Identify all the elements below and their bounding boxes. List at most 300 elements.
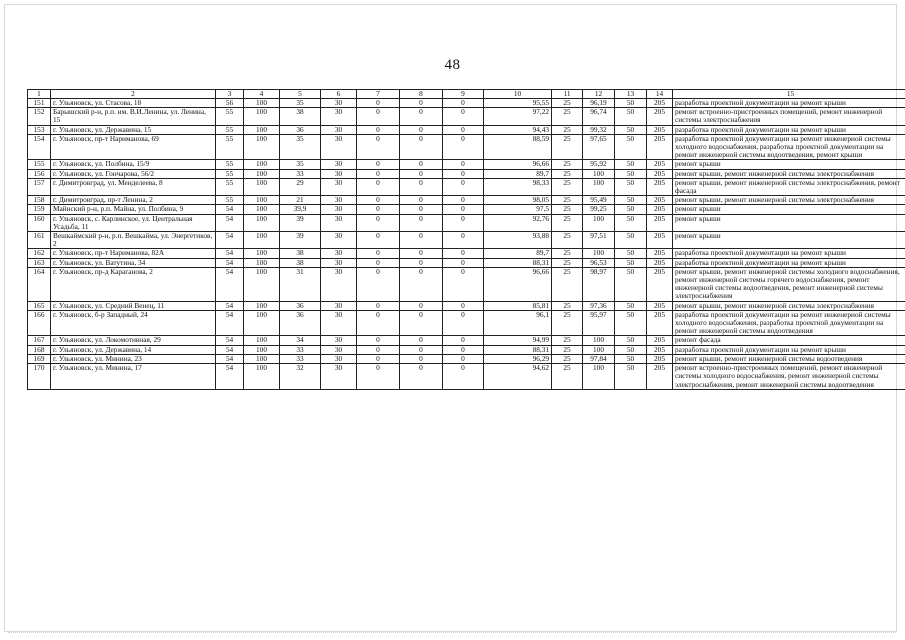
- value-cell: 54: [216, 232, 244, 249]
- value-cell: 0: [357, 354, 400, 363]
- value-cell: 98,97: [583, 267, 615, 301]
- address-cell: г. Ульяновск, ул. Державина, 15: [51, 125, 216, 134]
- table-row: [28, 178, 905, 195]
- value-cell: 97,22: [484, 108, 552, 125]
- column-header: 10: [484, 90, 552, 99]
- value-cell: 30: [321, 196, 357, 205]
- address-cell: г. Ульяновск, пр-д Караганова, 2: [51, 267, 216, 301]
- value-cell: 0: [443, 232, 484, 249]
- value-cell: 205: [647, 196, 673, 205]
- works-cell: ремонт крыши: [673, 214, 905, 231]
- value-cell: 0: [400, 169, 443, 178]
- value-cell: 50: [615, 99, 647, 108]
- value-cell: 88,31: [484, 258, 552, 267]
- works-cell: ремонт крыши, ремонт инженерной системы электроснабжения: [673, 196, 905, 205]
- value-cell: 30: [321, 364, 357, 390]
- value-cell: 0: [400, 205, 443, 214]
- value-cell: 100: [244, 336, 280, 345]
- value-cell: 205: [647, 169, 673, 178]
- column-header: 8: [400, 90, 443, 99]
- value-cell: 50: [615, 196, 647, 205]
- value-cell: 0: [443, 267, 484, 301]
- table-body: [28, 99, 905, 390]
- works-cell: разработка проектной документации на ремонт инженерной системы холодного водоснабжения, разработка проектной документации на ремонт инженерной системы водоотведения, ремонт крыши: [673, 134, 905, 160]
- value-cell: 25: [552, 134, 583, 160]
- value-cell: 100: [583, 249, 615, 258]
- value-cell: 54: [216, 364, 244, 390]
- value-cell: 0: [357, 267, 400, 301]
- value-cell: 98,05: [484, 196, 552, 205]
- works-cell: разработка проектной документации на ремонт крыши: [673, 258, 905, 267]
- value-cell: 0: [357, 345, 400, 354]
- value-cell: 96,1: [484, 310, 552, 336]
- address-cell: г. Ульяновск, ул. Средний Венец, 11: [51, 301, 216, 310]
- value-cell: 25: [552, 232, 583, 249]
- value-cell: 100: [583, 178, 615, 195]
- value-cell: 39: [280, 232, 321, 249]
- value-cell: 39,9: [280, 205, 321, 214]
- value-cell: 30: [321, 134, 357, 160]
- row-number-cell: 165: [28, 301, 51, 310]
- table-row: [28, 214, 905, 231]
- value-cell: 0: [400, 301, 443, 310]
- table-row: [28, 125, 905, 134]
- works-cell: ремонт крыши, ремонт инженерной системы водоотведения: [673, 354, 905, 363]
- value-cell: 0: [357, 249, 400, 258]
- value-cell: 94,62: [484, 364, 552, 390]
- address-cell: г. Ульяновск, пр-т Нариманова, 69: [51, 134, 216, 160]
- value-cell: 205: [647, 125, 673, 134]
- value-cell: 0: [443, 310, 484, 336]
- value-cell: 97,5: [484, 205, 552, 214]
- value-cell: 205: [647, 364, 673, 390]
- value-cell: 93,88: [484, 232, 552, 249]
- value-cell: 25: [552, 364, 583, 390]
- row-number-cell: 163: [28, 258, 51, 267]
- value-cell: 96,29: [484, 354, 552, 363]
- value-cell: 35: [280, 160, 321, 169]
- value-cell: 95,92: [583, 160, 615, 169]
- value-cell: 0: [400, 249, 443, 258]
- value-cell: 38: [280, 258, 321, 267]
- value-cell: 205: [647, 160, 673, 169]
- value-cell: 50: [615, 345, 647, 354]
- value-cell: 0: [357, 336, 400, 345]
- value-cell: 205: [647, 301, 673, 310]
- address-cell: г. Ульяновск, пр-т Нариманова, 82А: [51, 249, 216, 258]
- value-cell: 0: [357, 310, 400, 336]
- value-cell: 100: [244, 125, 280, 134]
- value-cell: 35: [280, 134, 321, 160]
- address-cell: Майнский р-н, р.п. Майна, ул. Полбина, 9: [51, 205, 216, 214]
- value-cell: 25: [552, 301, 583, 310]
- value-cell: 0: [443, 99, 484, 108]
- address-cell: г. Ульяновск, ул. Минина, 23: [51, 354, 216, 363]
- value-cell: 50: [615, 205, 647, 214]
- value-cell: 100: [583, 336, 615, 345]
- value-cell: 100: [244, 354, 280, 363]
- column-header: 6: [321, 90, 357, 99]
- column-header: 13: [615, 90, 647, 99]
- table-row: [28, 99, 905, 108]
- value-cell: 100: [244, 364, 280, 390]
- value-cell: 50: [615, 134, 647, 160]
- value-cell: 100: [244, 301, 280, 310]
- value-cell: 99,32: [583, 125, 615, 134]
- value-cell: 0: [357, 205, 400, 214]
- value-cell: 32: [280, 364, 321, 390]
- value-cell: 0: [443, 196, 484, 205]
- value-cell: 0: [400, 196, 443, 205]
- value-cell: 50: [615, 214, 647, 231]
- value-cell: 25: [552, 345, 583, 354]
- row-number-cell: 154: [28, 134, 51, 160]
- value-cell: 50: [615, 249, 647, 258]
- value-cell: 100: [244, 205, 280, 214]
- value-cell: 0: [357, 364, 400, 390]
- value-cell: 50: [615, 258, 647, 267]
- value-cell: 97,36: [583, 301, 615, 310]
- value-cell: 55: [216, 125, 244, 134]
- value-cell: 95,55: [484, 99, 552, 108]
- value-cell: 0: [357, 196, 400, 205]
- value-cell: 25: [552, 160, 583, 169]
- value-cell: 30: [321, 267, 357, 301]
- value-cell: 30: [321, 345, 357, 354]
- value-cell: 29: [280, 178, 321, 195]
- row-number-cell: 170: [28, 364, 51, 390]
- works-cell: разработка проектной документации на ремонт крыши: [673, 345, 905, 354]
- column-header: 15: [673, 90, 905, 99]
- value-cell: 30: [321, 258, 357, 267]
- value-cell: 55: [216, 160, 244, 169]
- value-cell: 36: [280, 301, 321, 310]
- value-cell: 25: [552, 310, 583, 336]
- value-cell: 95,49: [583, 196, 615, 205]
- works-cell: ремонт встроенно-пристроенных помещений, ремонт инженерной системы холодного водоснабжения, ремонт инженерной системы электроснабжения, ремонт инженерной системы водоотведения: [673, 364, 905, 390]
- row-number-cell: 161: [28, 232, 51, 249]
- value-cell: 25: [552, 336, 583, 345]
- value-cell: 0: [400, 354, 443, 363]
- address-cell: г. Ульяновск, ул. Полбина, 15/9: [51, 160, 216, 169]
- column-header: 7: [357, 90, 400, 99]
- address-cell: г. Димитровград, пр-т Ленина, 2: [51, 196, 216, 205]
- value-cell: 98,33: [484, 178, 552, 195]
- value-cell: 100: [244, 134, 280, 160]
- value-cell: 50: [615, 267, 647, 301]
- value-cell: 0: [443, 336, 484, 345]
- column-header: 2: [51, 90, 216, 99]
- value-cell: 0: [443, 125, 484, 134]
- value-cell: 30: [321, 108, 357, 125]
- value-cell: 0: [443, 354, 484, 363]
- works-cell: разработка проектной документации на ремонт инженерной системы холодного водоснабжения, разработка проектной документации на ремонт инженерной системы водоотведения: [673, 310, 905, 336]
- value-cell: 54: [216, 258, 244, 267]
- value-cell: 0: [400, 214, 443, 231]
- value-cell: 50: [615, 336, 647, 345]
- value-cell: 55: [216, 196, 244, 205]
- table-row: [28, 354, 905, 363]
- value-cell: 100: [244, 99, 280, 108]
- row-number-cell: 169: [28, 354, 51, 363]
- value-cell: 30: [321, 301, 357, 310]
- value-cell: 25: [552, 249, 583, 258]
- row-number-cell: 162: [28, 249, 51, 258]
- value-cell: 0: [443, 364, 484, 390]
- value-cell: 205: [647, 178, 673, 195]
- value-cell: 0: [443, 214, 484, 231]
- value-cell: 0: [357, 178, 400, 195]
- table-row: [28, 345, 905, 354]
- value-cell: 54: [216, 205, 244, 214]
- value-cell: 21: [280, 196, 321, 205]
- address-cell: г. Ульяновск, ул. Стасова, 18: [51, 99, 216, 108]
- address-cell: г. Димитровград, ул. Менделеева, 8: [51, 178, 216, 195]
- value-cell: 30: [321, 310, 357, 336]
- table-row: [28, 301, 905, 310]
- value-cell: 0: [357, 108, 400, 125]
- value-cell: 0: [400, 99, 443, 108]
- value-cell: 205: [647, 99, 673, 108]
- value-cell: 30: [321, 336, 357, 345]
- value-cell: 205: [647, 267, 673, 301]
- address-cell: г. Ульяновск, б-р Западный, 24: [51, 310, 216, 336]
- value-cell: 94,99: [484, 336, 552, 345]
- value-cell: 205: [647, 108, 673, 125]
- value-cell: 0: [443, 108, 484, 125]
- value-cell: 50: [615, 178, 647, 195]
- value-cell: 50: [615, 125, 647, 134]
- table-row: [28, 258, 905, 267]
- row-number-cell: 166: [28, 310, 51, 336]
- value-cell: 38: [280, 108, 321, 125]
- value-cell: 30: [321, 160, 357, 169]
- value-cell: 25: [552, 205, 583, 214]
- value-cell: 33: [280, 169, 321, 178]
- value-cell: 50: [615, 310, 647, 336]
- value-cell: 30: [321, 169, 357, 178]
- scan-edge: [8, 632, 896, 636]
- table-row: [28, 169, 905, 178]
- value-cell: 25: [552, 214, 583, 231]
- table-row: [28, 160, 905, 169]
- table-row: [28, 310, 905, 336]
- value-cell: 100: [244, 196, 280, 205]
- value-cell: 0: [400, 258, 443, 267]
- value-cell: 100: [244, 310, 280, 336]
- value-cell: 55: [216, 178, 244, 195]
- works-cell: разработка проектной документации на ремонт крыши: [673, 249, 905, 258]
- value-cell: 0: [400, 310, 443, 336]
- value-cell: 100: [244, 232, 280, 249]
- value-cell: 0: [443, 345, 484, 354]
- value-cell: 205: [647, 310, 673, 336]
- column-header: 9: [443, 90, 484, 99]
- works-cell: разработка проектной документации на ремонт крыши: [673, 99, 905, 108]
- value-cell: 54: [216, 310, 244, 336]
- value-cell: 56: [216, 99, 244, 108]
- value-cell: 0: [443, 249, 484, 258]
- value-cell: 50: [615, 232, 647, 249]
- value-cell: 30: [321, 249, 357, 258]
- value-cell: 205: [647, 345, 673, 354]
- value-cell: 54: [216, 336, 244, 345]
- value-cell: 35: [280, 99, 321, 108]
- value-cell: 205: [647, 336, 673, 345]
- page-number: 48: [444, 57, 461, 73]
- value-cell: 96,53: [583, 258, 615, 267]
- value-cell: 100: [244, 108, 280, 125]
- value-cell: 0: [357, 160, 400, 169]
- value-cell: 100: [244, 249, 280, 258]
- value-cell: 0: [443, 178, 484, 195]
- works-cell: ремонт крыши, ремонт инженерной системы электроснабжения: [673, 169, 905, 178]
- value-cell: 33: [280, 354, 321, 363]
- value-cell: 54: [216, 267, 244, 301]
- row-number-cell: 160: [28, 214, 51, 231]
- value-cell: 0: [357, 232, 400, 249]
- value-cell: 0: [443, 169, 484, 178]
- value-cell: 25: [552, 267, 583, 301]
- address-cell: г. Ульяновск, ул. Локомотивная, 29: [51, 336, 216, 345]
- value-cell: 54: [216, 301, 244, 310]
- value-cell: 0: [357, 258, 400, 267]
- works-cell: ремонт крыши, ремонт инженерной системы электроснабжения, ремонт фасада: [673, 178, 905, 195]
- works-cell: ремонт крыши, ремонт инженерной системы электроснабжения: [673, 301, 905, 310]
- address-cell: Барышский р-н, р.п. им. В.И.Ленина, ул. Ленина, 15: [51, 108, 216, 125]
- value-cell: 100: [583, 214, 615, 231]
- value-cell: 0: [400, 160, 443, 169]
- value-cell: 96,19: [583, 99, 615, 108]
- value-cell: 50: [615, 354, 647, 363]
- address-cell: г. Ульяновск, с. Карлинское, ул. Центральная Усадьба, 11: [51, 214, 216, 231]
- value-cell: 205: [647, 249, 673, 258]
- value-cell: 94,43: [484, 125, 552, 134]
- address-cell: г. Ульяновск, ул. Минина, 17: [51, 364, 216, 390]
- value-cell: 25: [552, 108, 583, 125]
- value-cell: 89,7: [484, 169, 552, 178]
- value-cell: 100: [244, 169, 280, 178]
- value-cell: 96,74: [583, 108, 615, 125]
- value-cell: 96,66: [484, 160, 552, 169]
- value-cell: 30: [321, 99, 357, 108]
- value-cell: 0: [357, 125, 400, 134]
- row-number-cell: 152: [28, 108, 51, 125]
- table-row: [28, 336, 905, 345]
- value-cell: 0: [400, 125, 443, 134]
- value-cell: 50: [615, 364, 647, 390]
- value-cell: 34: [280, 336, 321, 345]
- address-cell: г. Ульяновск, ул. Гончарова, 56/2: [51, 169, 216, 178]
- value-cell: 0: [357, 214, 400, 231]
- value-cell: 25: [552, 196, 583, 205]
- value-cell: 0: [443, 258, 484, 267]
- address-cell: Вешкаймский р-н, р.п. Вешкайма, ул. Энергетиков, 2: [51, 232, 216, 249]
- value-cell: 0: [400, 336, 443, 345]
- value-cell: 50: [615, 301, 647, 310]
- column-header: 12: [583, 90, 615, 99]
- value-cell: 100: [244, 267, 280, 301]
- value-cell: 205: [647, 214, 673, 231]
- row-number-cell: 159: [28, 205, 51, 214]
- row-number-cell: 167: [28, 336, 51, 345]
- works-cell: ремонт фасада: [673, 336, 905, 345]
- value-cell: 30: [321, 205, 357, 214]
- column-header: 14: [647, 90, 673, 99]
- value-cell: 31: [280, 267, 321, 301]
- value-cell: 100: [583, 364, 615, 390]
- address-cell: г. Ульяновск, ул. Державина, 14: [51, 345, 216, 354]
- value-cell: 0: [357, 99, 400, 108]
- table-row: [28, 364, 905, 390]
- value-cell: 33: [280, 345, 321, 354]
- value-cell: 205: [647, 258, 673, 267]
- value-cell: 100: [244, 214, 280, 231]
- value-cell: 205: [647, 354, 673, 363]
- value-cell: 205: [647, 232, 673, 249]
- table-row: [28, 232, 905, 249]
- works-cell: ремонт крыши: [673, 232, 905, 249]
- row-number-cell: 156: [28, 169, 51, 178]
- value-cell: 25: [552, 258, 583, 267]
- value-cell: 88,31: [484, 345, 552, 354]
- value-cell: 0: [443, 205, 484, 214]
- value-cell: 54: [216, 345, 244, 354]
- value-cell: 0: [400, 178, 443, 195]
- value-cell: 25: [552, 125, 583, 134]
- value-cell: 205: [647, 134, 673, 160]
- column-header: 5: [280, 90, 321, 99]
- column-header: 1: [28, 90, 51, 99]
- value-cell: 99,25: [583, 205, 615, 214]
- table-row: [28, 108, 905, 125]
- table-row: [28, 267, 905, 301]
- value-cell: 50: [615, 160, 647, 169]
- value-cell: 25: [552, 99, 583, 108]
- value-cell: 96,66: [484, 267, 552, 301]
- works-cell: разработка проектной документации на ремонт крыши: [673, 125, 905, 134]
- value-cell: 39: [280, 214, 321, 231]
- value-cell: 0: [400, 267, 443, 301]
- value-cell: 0: [400, 364, 443, 390]
- value-cell: 0: [443, 160, 484, 169]
- value-cell: 95,97: [583, 310, 615, 336]
- works-cell: ремонт крыши, ремонт инженерной системы холодного водоснабжения, ремонт инженерной системы горячего водоснабжения, ремонт инженерной системы водоотведения, ремонт инженерной системы электроснабжения: [673, 267, 905, 301]
- row-number-cell: 164: [28, 267, 51, 301]
- value-cell: 0: [357, 134, 400, 160]
- value-cell: 88,59: [484, 134, 552, 160]
- value-cell: 38: [280, 249, 321, 258]
- value-cell: 97,51: [583, 232, 615, 249]
- works-cell: ремонт крыши: [673, 160, 905, 169]
- value-cell: 0: [357, 169, 400, 178]
- value-cell: 97,65: [583, 134, 615, 160]
- column-header: 4: [244, 90, 280, 99]
- value-cell: 36: [280, 310, 321, 336]
- value-cell: 25: [552, 169, 583, 178]
- value-cell: 30: [321, 354, 357, 363]
- value-cell: 0: [357, 301, 400, 310]
- table-row: [28, 249, 905, 258]
- value-cell: 100: [244, 178, 280, 195]
- value-cell: 100: [583, 345, 615, 354]
- row-number-cell: 168: [28, 345, 51, 354]
- value-cell: 89,7: [484, 249, 552, 258]
- row-number-cell: 158: [28, 196, 51, 205]
- value-cell: 100: [244, 160, 280, 169]
- value-cell: 85,81: [484, 301, 552, 310]
- value-cell: 205: [647, 205, 673, 214]
